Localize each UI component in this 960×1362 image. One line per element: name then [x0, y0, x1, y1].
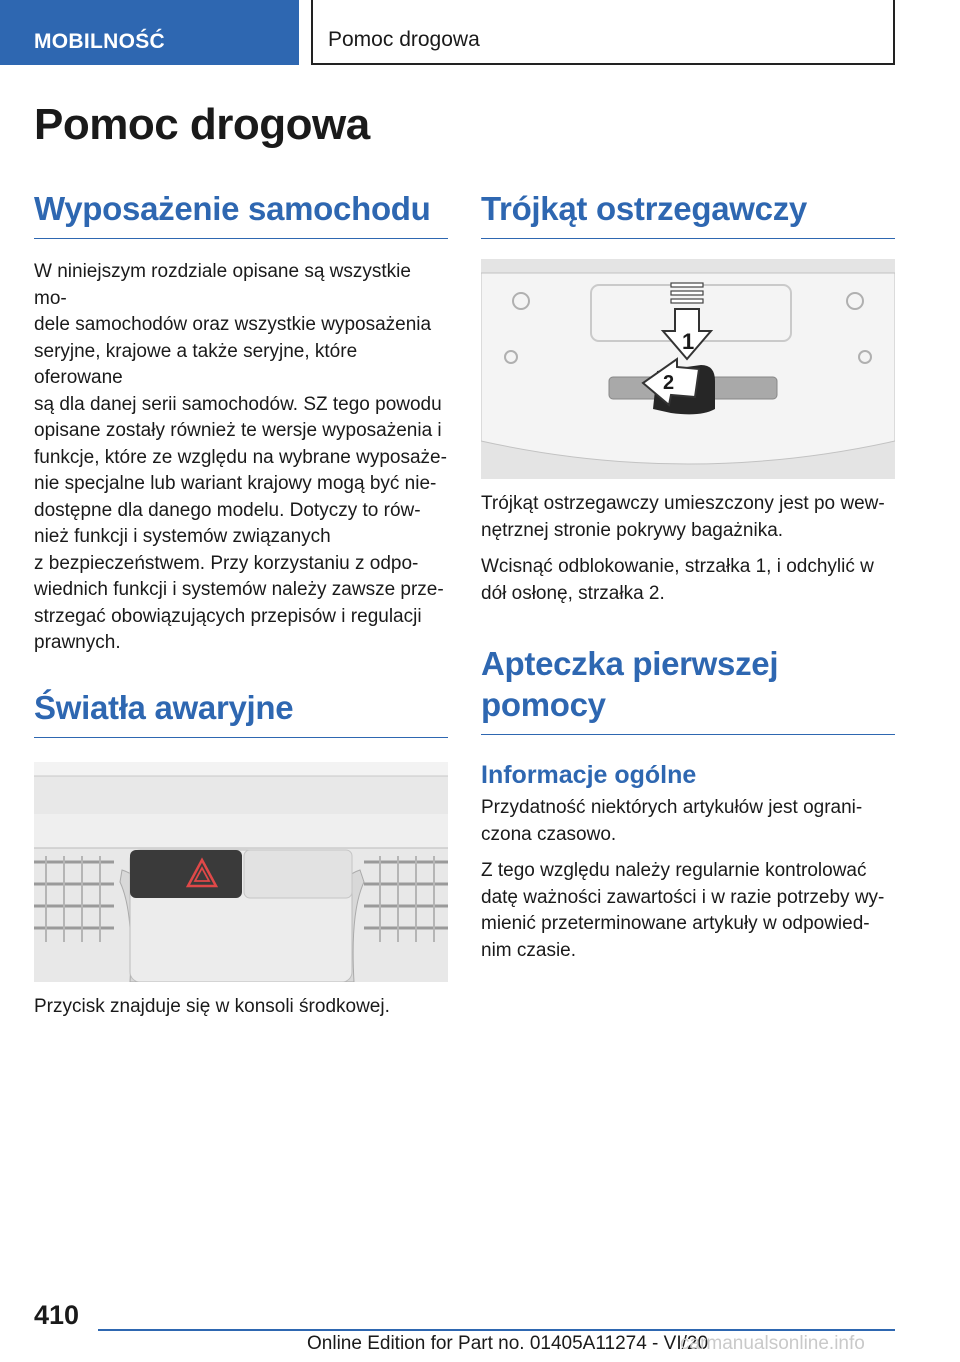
first-aid-text-2: Z tego względu należy regularnie kontrolować datę ważności zawartości i w razie potrzeby wy- mienić przeterminowane artykuły w odpowied- nim czasie. [481, 860, 885, 961]
warning-triangle-illustration [481, 259, 895, 479]
arrow-1-label: 1 [682, 329, 695, 354]
first-aid-text-1: Przydatność niektórych artykułów jest ograni- czona czasowo. [481, 797, 863, 845]
section-tab: MOBILNOŚĆ [0, 0, 299, 65]
hazard-button-illustration [34, 762, 448, 982]
hazard-lights-heading: Światła awaryjne [34, 687, 448, 738]
equipment-heading: Wyposażenie samochodu [34, 188, 448, 239]
hazard-lights-caption: Przycisk znajduje się w konsoli środkowej. [34, 995, 390, 1017]
warning-triangle-heading: Trójkąt ostrzegawczy [481, 188, 895, 239]
warning-triangle-text-2: Wcisnąć odblokowanie, strzałka 1, i odchylić w dół osłonę, strzałka 2. [481, 556, 874, 604]
watermark: carmanualsonline.info [680, 1333, 865, 1354]
page-title: Pomoc drogowa [34, 100, 370, 149]
first-aid-subheading: Informacje ogólne [481, 761, 697, 789]
first-aid-heading: Apteczka pierwszej pomocy [481, 643, 895, 735]
warning-triangle-text-1: Trójkąt ostrzegawczy umieszczony jest po wew- nętrznej stronie pokrywy bagażnika. [481, 493, 885, 541]
left-column [34, 188, 448, 1020]
footer-rule [98, 1329, 895, 1331]
footer-edition: Online Edition for Part no. 01405A11274 - VI/20 [307, 1333, 709, 1354]
equipment-text: W niniejszym rozdziale opisane są wszystkie mo- dele samochodów oraz wszystkie wyposażenia seryjne, krajowe a także seryjne, które oferowane są dla danej serii samochodów. SZ tego powodu opisane zostały również te wersje wyposażenia i funkcje, które ze względu na wybrane wyposaże- nie specjalne lub wariant krajowy mogą być nie- dostępne dla danego modelu. Dotyczy to rów- nież funkcji i systemów związanych z bezpieczeństwem. Przy korzystaniu z odpo- wiednich funkcji i systemów należy zawsze prze- strzegać obowiązujących przepisów i regulacji prawnych. [34, 261, 447, 653]
chapter-title-header: Pomoc drogowa [311, 0, 895, 65]
page-number: 410 [34, 1300, 80, 1330]
right-column [481, 188, 895, 964]
arrow-2-label: 2 [663, 372, 675, 394]
